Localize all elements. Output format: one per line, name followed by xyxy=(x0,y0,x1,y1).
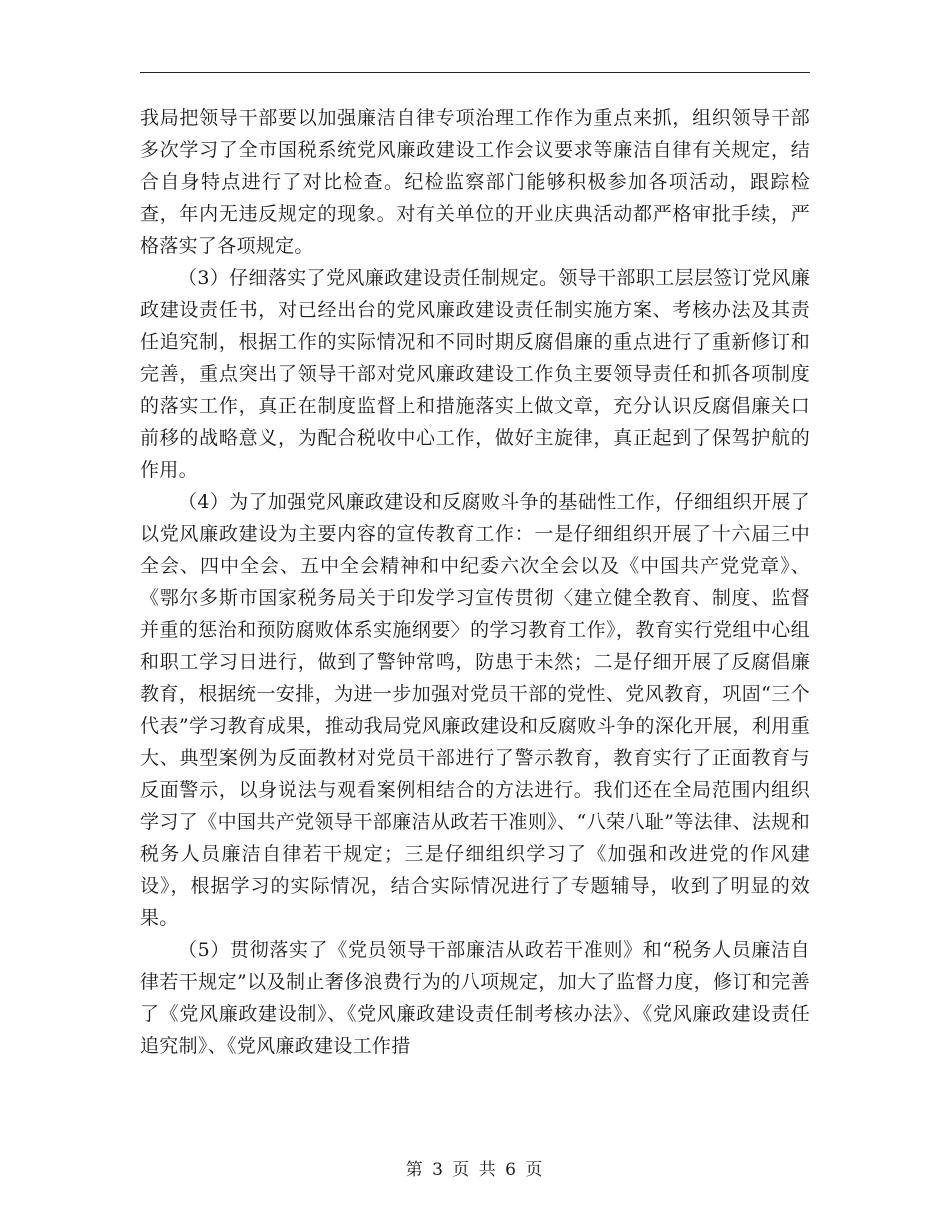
header-rule xyxy=(140,72,810,73)
paragraph-1: 我局把领导干部要以加强廉洁自律专项治理工作作为重点来抓，组织领导干部多次学习了全市国税系统党风廉政建设工作会议要求等廉洁自律有关规定，结合自身特点进行了对比检查。纪检监察部门能够积极参加各项活动，跟踪检查，年内无违反规定的现象。对有关单位的开业庆典活动都严格审批手续，严格落实了各项规定。 xyxy=(140,107,810,257)
paragraph-3: （4）为了加强党风廉政建设和反腐败斗争的基础性工作，仔细组织开展了以党风廉政建设为主要内容的宣传教育工作：一是仔细组织开展了十六届三中全会、四中全会、五中全会精神和中纪委六次全会以及《中国共产党党章》、《鄂尔多斯市国家税务局关于印发学习宣传贯彻〈建立健全教育、制度、监督并重的惩治和预防腐败体系实施纲要〉的学习教育工作》，教育实行党组中心组和职工学习日进行，做到了警钟常鸣，防患于未然；二是仔细开展了反腐倡廉教育，根据统一安排，为进一步加强对党员干部的党性、党风教育，巩固“三个代表”学习教育成果，推动我局党风廉政建设和反腐败斗争的深化开展，利用重大、典型案例为反面教材对党员干部进行了警示教育，教育实行了正面教育与反面警示，以身说法与观看案例相结合的方法进行。我们还在全局范围内组织学习了《中国共产党领导干部廉洁从政若干准则》、“八荣八耻”等法律、法规和税务人员廉洁自律若干规定；三是仔细组织学习了《加强和改进党的作风建设》，根据学习的实际情况，结合实际情况进行了专题辅导，收到了明显的效果。 xyxy=(140,491,810,929)
paragraph-4: （5）贯彻落实了《党员领导干部廉洁从政若干准则》和“税务人员廉洁自律若干规定”以及制止奢侈浪费行为的八项规定，加大了监督力度，修订和完善了《党风廉政建设制》、《党风廉政建设责任制考核办法》、《党风廉政建设责任追究制》、《党风廉政建设工作措 xyxy=(140,939,810,1057)
document-body xyxy=(140,102,810,1062)
page-number: 第 3 页 共 6 页 xyxy=(405,1160,545,1180)
paragraph-2: （3）仔细落实了党风廉政建设责任制规定。领导干部职工层层签订党风廉政建设责任书，对已经出台的党风廉政建设责任制实施方案、考核办法及其责任追究制，根据工作的实际情况和不同时期反腐倡廉的重点进行了重新修订和完善，重点突出了领导干部对党风廉政建设工作负主要领导责任和抓各项制度的落实工作，真正在制度监督上和措施落实上做文章，充分认识反腐倡廉关口前移的战略意义，为配合税收中心工作，做好主旋律，真正起到了保驾护航的作用。 xyxy=(140,267,810,481)
